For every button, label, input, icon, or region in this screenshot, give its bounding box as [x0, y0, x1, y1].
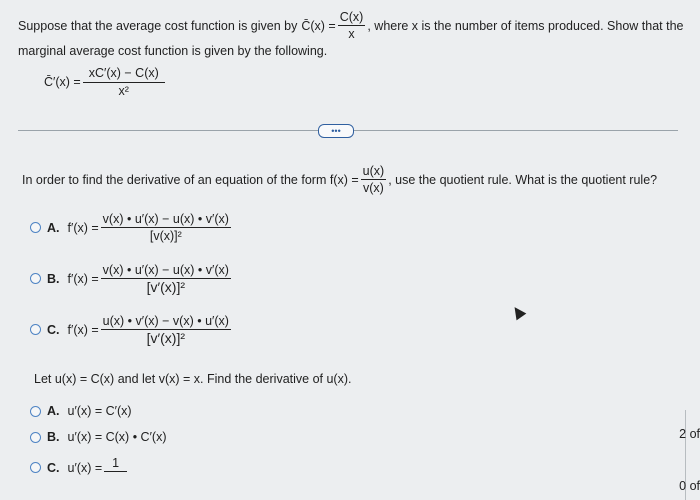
- quotient-form-fraction: [361, 164, 387, 195]
- option-lhs: f′(x) =: [67, 220, 99, 235]
- marginal-fraction: [83, 66, 165, 98]
- radio-button[interactable]: [30, 462, 41, 473]
- fraction-numerator: v(x) • u′(x) − u(x) • v′(x): [102, 263, 229, 277]
- radio-button[interactable]: [30, 432, 41, 443]
- option-lhs: f′(x) =: [67, 322, 99, 337]
- option-fraction: [101, 212, 231, 243]
- fraction-denominator: [v′(x)]²: [146, 279, 186, 295]
- fraction-denominator: x: [348, 27, 355, 41]
- q2-option-b[interactable]: [30, 263, 233, 294]
- fraction-numerator: u(x) • v′(x) − v(x) • u′(x): [102, 314, 229, 328]
- option-fraction-partial: [104, 456, 127, 479]
- average-cost-fraction: [338, 10, 366, 41]
- q1-intro-text: Suppose that the average cost function is given by: [18, 18, 298, 33]
- option-fraction: [101, 263, 231, 294]
- fraction-denominator: x²: [118, 84, 129, 98]
- q2-prompt-text-2: , use the quotient rule. What is the quotient rule?: [388, 172, 658, 187]
- fraction-numerator: 1: [104, 456, 127, 472]
- progress-label-1: 2 of: [679, 427, 700, 441]
- radio-button[interactable]: [30, 406, 41, 417]
- progress-label-2: 0 of: [679, 479, 700, 493]
- expand-more-button[interactable]: •••: [318, 124, 354, 138]
- option-letter: A.: [47, 404, 60, 418]
- question-1-line-1: [18, 10, 683, 41]
- mouse-pointer-icon: [510, 304, 527, 321]
- fraction-denominator: [v(x)]²: [149, 229, 182, 243]
- q2-option-a[interactable]: [30, 212, 233, 243]
- marginal-average-cost-formula: [44, 66, 167, 98]
- question-2-prompt: [22, 164, 657, 195]
- fraction-numerator: u(x): [362, 164, 385, 178]
- q3-option-b[interactable]: [30, 430, 167, 444]
- q3-option-a[interactable]: [30, 404, 132, 418]
- option-lhs: f′(x) =: [67, 271, 99, 286]
- option-letter: B.: [47, 430, 60, 444]
- q2-option-c[interactable]: [30, 314, 233, 345]
- fraction-numerator: xC′(x) − C(x): [83, 66, 165, 83]
- radio-button[interactable]: [30, 324, 41, 335]
- radio-button[interactable]: [30, 273, 41, 284]
- q1-intro-text-2: , where x is the number of items produced. Show that the: [367, 18, 684, 33]
- fraction-denominator: v(x): [363, 181, 384, 195]
- marginal-lhs: C̄′(x) =: [44, 75, 81, 89]
- average-cost-lhs: C̄(x) =: [301, 18, 336, 33]
- option-letter: B.: [47, 271, 60, 286]
- fraction-numerator: v(x) • u′(x) − u(x) • v′(x): [102, 212, 229, 226]
- fraction-numerator: C(x): [339, 10, 364, 24]
- option-letter: C.: [47, 322, 60, 337]
- question-3-prompt: Let u(x) = C(x) and let v(x) = x. Find the derivative of u(x).: [34, 372, 352, 386]
- option-text: u′(x) = C(x) • C′(x): [67, 430, 167, 444]
- option-text: u′(x) = C′(x): [67, 404, 132, 418]
- radio-button[interactable]: [30, 222, 41, 233]
- option-letter: C.: [47, 460, 60, 475]
- option-fraction: [101, 314, 231, 345]
- question-1-line-2: marginal average cost function is given by the following.: [18, 44, 328, 58]
- option-lhs: u′(x) =: [67, 460, 103, 475]
- q2-prompt-text: In order to find the derivative of an equation of the form f(x) =: [22, 172, 359, 187]
- fraction-denominator: [v′(x)]²: [146, 330, 186, 346]
- option-letter: A.: [47, 220, 60, 235]
- q3-option-c[interactable]: [30, 456, 129, 479]
